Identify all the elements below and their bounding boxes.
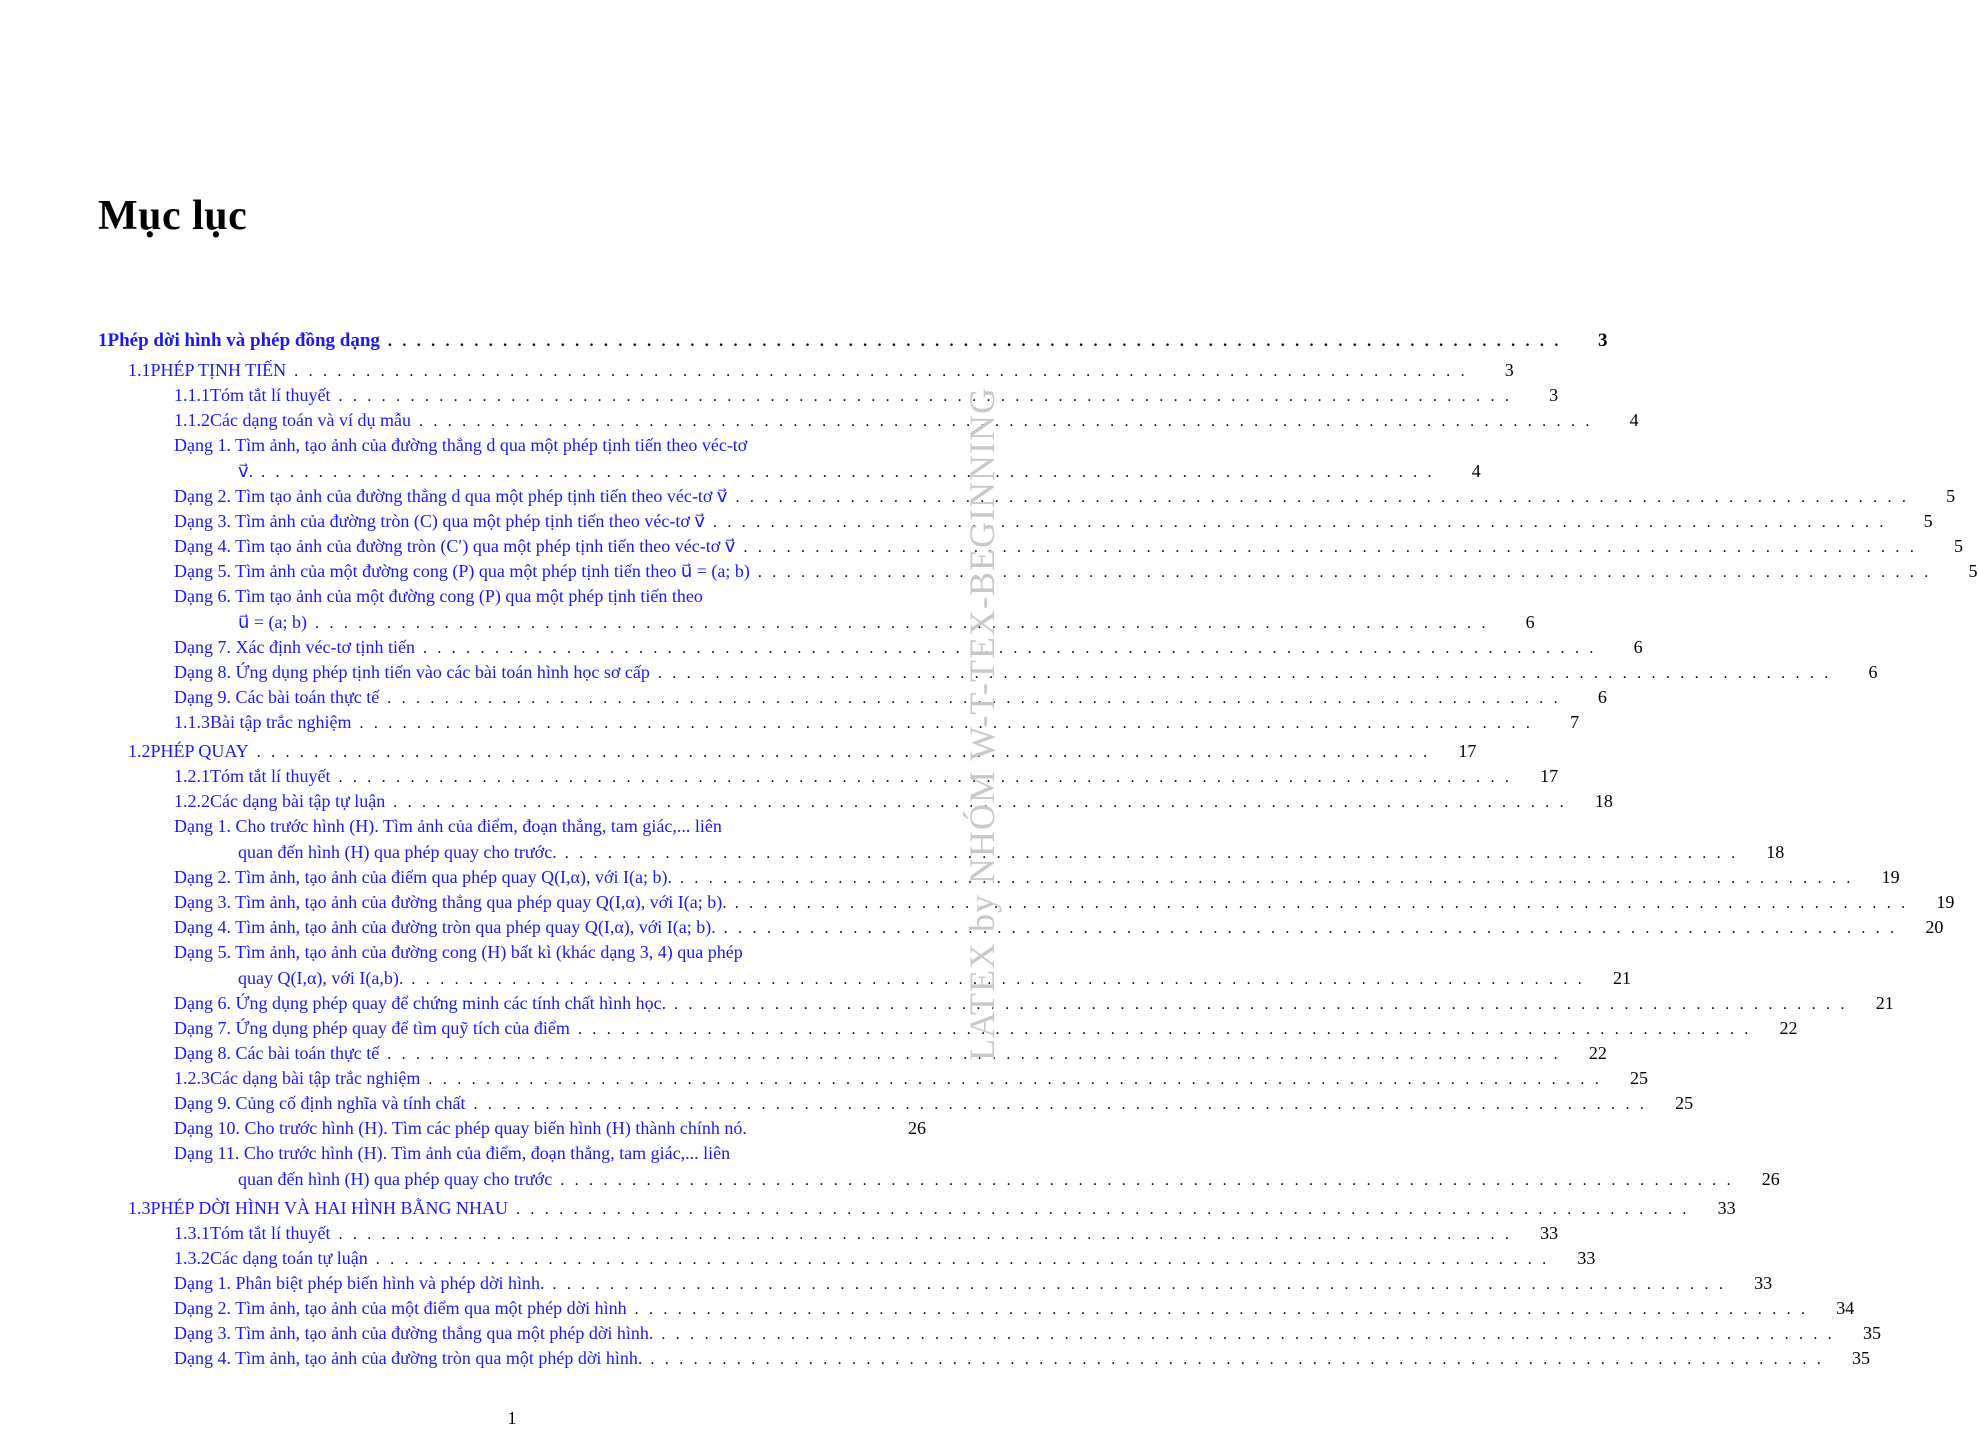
toc-entry-title: Dạng 2. Tìm tạo ảnh của đường thẳng d qua một phép tịnh tiến theo véc-tơ v⃗ xyxy=(174,486,728,506)
toc-entry-number: 1 xyxy=(98,330,108,351)
toc-section-1-1[interactable] xyxy=(128,358,1514,384)
toc-entry-title: quan đến hình (H) qua phép quay cho trước xyxy=(238,1169,553,1189)
watermark: LATEX by NHÓM W-T-TEX-BEGINNING xyxy=(962,387,1002,1061)
dot-leader: . . . . . . . . . . . . . . . . . . . . . . . . . . . . . . . . . . . . . . . . . . . . . . . . . . . . . . . . . . . . . . . . . . . . . . . . . . . . . . . . . . xyxy=(735,489,1910,506)
dot-leader: . . . . . . . . . . . . . . . . . . . . . . . . . . . . . . . . . . . . . . . . . . . . . . . . . . . . . . . . . . . . . . . . . . . . . . . . . . . . . . . . . . xyxy=(577,1021,1752,1038)
toc-entry-page: 21 xyxy=(1613,968,1632,988)
toc-entry-title: quay Q(I,α), với I(a,b). xyxy=(238,968,404,988)
dot-leader: . . . . . . . . . . . . . . . . . . . . . . . . . . . . . . . . . . . . . . . . . . . . . . . . . . . . . . . . . . . . . . . . . . . . . . . . . . . . . . . . . . xyxy=(674,996,1848,1013)
toc-entry-title: Dạng 1. Phân biệt phép biến hình và phép dời hình. xyxy=(174,1273,545,1293)
toc-entry-number: 1.3.1 xyxy=(174,1223,210,1243)
dot-leader: . . . . . . . . . . . . . . . . . . . . . . . . . . . . . . . . . . . . . . . . . . . . . . . . . . . . . . . . . . . . . . . . . . . . . . . . . . . . . . . . . . xyxy=(634,1301,1809,1318)
toc-dang-item[interactable] xyxy=(174,1016,1798,1042)
dot-leader: . . . . . . . . . . . . . . . . . . . . . . . . . . . . . . . . . . . . . . . . . . . . . . . . . . . . . . . . . . . . . . . . . . . . . . . . . . . . . . . . . . xyxy=(428,1071,1603,1088)
page-number: 1 xyxy=(507,1408,517,1428)
toc-entry-page: 19 xyxy=(1936,892,1955,912)
toc-entry-title: Các dạng toán và ví dụ mẫu xyxy=(210,410,411,430)
toc-entry-page: 5 xyxy=(1954,536,1964,556)
toc-entry-page: 5 xyxy=(1968,561,1978,581)
toc-entry-title: Dạng 4. Tìm tạo ảnh của đường tròn (C′) qua một phép tịnh tiến theo véc-tơ v⃗ xyxy=(174,536,736,556)
toc-entry-page: 17 xyxy=(1458,741,1477,761)
toc-entry-page: 33 xyxy=(1577,1248,1596,1268)
toc-entry-title: Dạng 3. Tìm ảnh, tạo ảnh của đường thẳng qua một phép dời hình. xyxy=(174,1323,654,1343)
dot-leader: . . . . . . . . . . . . . . . . . . . . . . . . . . . . . . . . . . . . . . . . . . . . . . . . . . . . . . . . . . . . . . . . . . . . . . . . . . . . . . . . . . xyxy=(294,363,1468,380)
toc-entry-title: Dạng 4. Tìm ảnh, tạo ảnh của đường tròn qua một phép dời hình. xyxy=(174,1348,643,1368)
dot-leader: . . . . . . . . . . . . . . . . . . . . . . . . . . . . . . . . . . . . . . . . . . . . . . . . . . . . . . . . . . . . . . . . . . . . . . . . . . . . . . . . . . xyxy=(743,539,1918,556)
toc-entry-page: 17 xyxy=(1540,766,1559,786)
toc-entry-number: 1.1.3 xyxy=(174,712,210,732)
toc-entry-page: 5 xyxy=(1946,486,1956,506)
toc-entry-title: Dạng 10. Cho trước hình (H). Tìm các phép quay biến hình (H) thành chính nó. xyxy=(174,1118,747,1138)
toc-entry-title: quan đến hình (H) qua phép quay cho trước. xyxy=(238,842,557,862)
toc-entry-title: Dạng 3. Tìm ảnh của đường tròn (C) qua một phép tịnh tiến theo véc-tơ v⃗ xyxy=(174,511,705,531)
toc-entry-title: Bài tập trắc nghiệm xyxy=(210,712,352,732)
dot-leader: . . . . . . . . . . . . . . . . . . . . . . . . . . . . . . . . . . . . . . . . . . . . . . . . . . . . . . . . . . . . . . . . . . . . . . . . . . . . . . . . . . xyxy=(359,715,1534,732)
dot-leader: . . . . . . . . . . . . . . . . . . . . . . . . . . . . . . . . . . . . . . . . . . . . . . . . . . . . . . . . . . . . . . . . . . . . . . . . . . . . . . . . . . xyxy=(338,388,1513,405)
dot-leader: . . . . . . . . . . . . . . . . . . . . . . . . . . . . . . . . . . . . . . . . . . . . . . . . . . . . . . . . . . . . . . . . . . . . . . . . . . . . . . . . . . xyxy=(315,615,1489,632)
toc-entry-page: 33 xyxy=(1717,1198,1736,1218)
toc-entry-page: 3 xyxy=(1598,330,1608,351)
toc-entry-page: 34 xyxy=(1836,1298,1855,1318)
toc-entry-title-line1[interactable]: Dạng 1. Tìm ảnh, tạo ảnh của đường thẳng d qua một phép tịnh tiến theo véc-tơ xyxy=(174,435,748,455)
toc-dang-item[interactable] xyxy=(174,635,1643,661)
toc-entry-title: Dạng 8. Các bài toán thực tế xyxy=(174,1043,380,1063)
toc-dang-item[interactable] xyxy=(174,1041,1607,1067)
dot-leader: . . . . . . . . . . . . . . . . . . . . . . . . . . . . . . . . . . . . . . . . . . . . . . . . . . . . . . . . . . . . . . . . . . . . . . . . . . . . . . . . . . xyxy=(422,640,1597,657)
toc-entry-title-line1[interactable]: Dạng 11. Cho trước hình (H). Tìm ảnh của điểm, đoạn thẳng, tam giác,... liên xyxy=(174,1143,731,1163)
toc-entry-page: 7 xyxy=(1570,712,1580,732)
toc-entry-number: 1.1.1 xyxy=(174,385,210,405)
toc-entry-title: Dạng 7. Ứng dụng phép quay để tìm quỹ tích của điểm xyxy=(174,1018,570,1038)
toc-subsection-1-2-1[interactable] xyxy=(174,764,1559,790)
toc-dang-item[interactable] xyxy=(238,1167,1780,1193)
toc-entry-page: 22 xyxy=(1588,1043,1607,1063)
toc-entry-page: 35 xyxy=(1852,1348,1870,1368)
toc-entry-title: Dạng 6. Ứng dụng phép quay để chứng minh các tính chất hình học. xyxy=(174,993,667,1013)
toc-entry-number: 1.3.2 xyxy=(174,1248,210,1268)
dot-leader: . . . . . . . . . . . . . . . . . . . . . . . . . . . . . . . . . . . . . . . . . . . . . . . . . . . . . . . . . . . . . . . . . . . . . . . . . . . . . . . . . . xyxy=(679,870,1854,887)
toc-entry-title: v⃗. xyxy=(238,461,254,481)
dot-leader: . . . . . . . . . . . . . . . . . . . . . . . . . . . . . . . . . . . . . . . . . . . . . . . . . . . . . . . . . . . . . . . . . . . . . . . . . . . . . . . . . . xyxy=(387,333,1562,350)
dot-leader: . . . . . . . . . . . . . . . . . . . . . . . . . . . . . . . . . . . . . . . . . . . . . . . . . . . . . . . . . . . . . . . . . . . . . . . . . . . . . . . . . . xyxy=(564,845,1739,862)
toc-entry-page: 3 xyxy=(1549,385,1559,405)
toc-entry-page: 18 xyxy=(1766,842,1785,862)
dot-leader: . . . . . . . . . . . . . . . . . . . . . . . . . . . . . . . . . . . . . . . . . . . . . . . . . . . . . . . . . . . . . . . . . . . . . . . . . . . . . . . . . . xyxy=(393,794,1567,811)
toc-entry-title: Các dạng bài tập tự luận xyxy=(210,791,386,811)
dot-leader: . . . . . . . . . . . . . . . . . . . . . . . . . . . . . . . . . . . . . . . . . . . . . . . . . . . . . . . . . . . . . . . . . . . . . . . . . . . . . . . . . . xyxy=(473,1096,1648,1113)
toc-entry-title: PHÉP TỊNH TIẾN xyxy=(150,360,287,380)
toc-entry-page: 25 xyxy=(1675,1093,1694,1113)
dot-leader: . . . . . . . . . . . . . . . . . . . . . . . . . . . . . . . . . . . . . . . . . . . . . . . . . . . . . . . . . . . . . . . . . . . . . . . . . . . . . . . . . . xyxy=(338,1226,1513,1243)
toc-entry-title: PHÉP QUAY xyxy=(150,741,249,761)
toc-section-1-2[interactable] xyxy=(128,739,1477,765)
toc-entry-page: 6 xyxy=(1633,637,1643,657)
toc-dang-item[interactable] xyxy=(238,840,1785,866)
toc-dang-item[interactable] xyxy=(174,509,1933,535)
toc-subsection-1-1-3[interactable] xyxy=(174,710,1580,736)
toc-entry-page: 35 xyxy=(1862,1323,1881,1343)
toc-dang-item[interactable] xyxy=(174,534,1964,560)
toc-dang-item[interactable] xyxy=(174,890,1955,916)
toc-entry-title: Dạng 5. Tìm ảnh của một đường cong (P) qua một phép tịnh tiến theo u⃗ = (a; b) xyxy=(174,561,750,581)
toc-entry-page: 6 xyxy=(1597,687,1607,707)
toc-entry-title: PHÉP DỜI HÌNH VÀ HAI HÌNH BẰNG NHAU xyxy=(150,1198,508,1218)
toc-entry-title-line1[interactable]: Dạng 1. Cho trước hình (H). Tìm ảnh của điểm, đoạn thẳng, tam giác,... liên xyxy=(174,816,722,836)
dot-leader: . . . . . . . . . . . . . . . . . . . . . . . . . . . . . . . . . . . . . . . . . . . . . . . . . . . . . . . . . . . . . . . . . . . . . . . . . . . . . . . . . . xyxy=(650,1351,1824,1368)
toc-subsection-1-2-3[interactable] xyxy=(174,1066,1649,1092)
toc-dang-item[interactable] xyxy=(174,660,1878,686)
toc-entry-page: 6 xyxy=(1868,662,1878,682)
toc-subsection-1-1-1[interactable] xyxy=(174,383,1559,409)
dot-leader: . . . . . . . . . . . . . . . . . . . . . . . . . . . . . . . . . . . . . . . . . . . . . . . . . . . . . . . . . . . . . . . . . . . . . . . . . . . . . . . . . . xyxy=(418,413,1593,430)
toc-entry-page: 26 xyxy=(908,1118,926,1138)
toc-entry-page: 18 xyxy=(1594,791,1613,811)
dot-leader: . . . . . . . . . . . . . . . . . . . . . . . . . . . . . . . . . . . . . . . . . . . . . . . . . . . . . . . . . . . . . . . . . . . . . . . . . . . . . . . . . . xyxy=(411,971,1586,988)
dot-leader: . . . . . . . . . . . . . . . . . . . . . . . . . . . . . . . . . . . . . . . . . . . . . . . . . . . . . . . . . . . . . . . . . . . . . . . . . . . . . . . . . . xyxy=(734,895,1909,912)
dot-leader: . . . . . . . . . . . . . . . . . . . . . . . . . . . . . . . . . . . . . . . . . . . . . . . . . . . . . . . . . . . . . . . . . . . . . . . . . . . . . . . . . . xyxy=(338,769,1513,786)
toc-dang-item[interactable] xyxy=(238,966,1632,992)
toc-entry-number: 1.2.2 xyxy=(174,791,210,811)
dot-leader: . . . . . . . . . . . . . . . . . . . . . . . . . . . . . . . . . . . . . . . . . . . . . . . . . . . . . . . . . . . . . . . . . . . . . . . . . . . . . . . . . . xyxy=(387,1046,1561,1063)
toc-entry-page: 4 xyxy=(1471,461,1481,481)
toc-entry-page: 5 xyxy=(1923,511,1933,531)
toc-entry-title-line1[interactable]: Dạng 6. Tìm tạo ảnh của một đường cong (P) qua một phép tịnh tiến theo xyxy=(174,586,703,606)
dot-leader: . . . . . . . . . . . . . . . . . . . . . . . . . . . . . . . . . . . . . . . . . . . . . . . . . . . . . . . . . . . . . . . . . . . . . . . . . . . . . . . . . . xyxy=(256,744,1431,761)
toc-entry-page: 4 xyxy=(1629,410,1639,430)
toc-dang-item[interactable] xyxy=(174,559,1978,585)
toc-entry-title: Dạng 9. Các bài toán thực tế xyxy=(174,687,380,707)
dot-leader: . . . . . . . . . . . . . . . . . . . . . . . . . . . . . . . . . . . . . . . . . . . . . . . . . . . . . . . . . . . . . . . . . . . . . . . . . . . . . . . . . . xyxy=(657,665,1832,682)
toc-entry-title: Các dạng bài tập trắc nghiệm xyxy=(210,1068,421,1088)
toc-dang-item[interactable] xyxy=(174,865,1900,891)
toc-entry-title-line1[interactable]: Dạng 5. Tìm ảnh, tạo ảnh của đường cong (H) bất kì (khác dạng 3, 4) qua phép xyxy=(174,942,743,962)
toc-entry-page: 26 xyxy=(1761,1169,1780,1189)
toc-dang-item[interactable] xyxy=(174,1271,1773,1297)
toc-dang-item[interactable] xyxy=(238,459,1481,485)
toc-entry-title: Tóm tắt lí thuyết xyxy=(210,385,331,405)
dot-leader: . . . . . . . . . . . . . . . . . . . . . . . . . . . . . . . . . . . . . . . . . . . . . . . . . . . . . . . . . . . . . . . . . . . . . . . . . . . . . . . . . . xyxy=(387,690,1561,707)
dot-leader: . . . . . . . . . . . . . . . . . . . . . . . . . . . . . . . . . . . . . . . . . . . . . . . . . . . . . . . . . . . . . . . . . . . . . . . . . . . . . . . . . . xyxy=(757,564,1932,581)
toc-entry-number: 1.1.2 xyxy=(174,410,210,430)
dot-leader: . . . . . . . . . . . . . . . . . . . . . . . . . . . . . . . . . . . . . . . . . . . . . . . . . . . . . . . . . . . . . . . . . . . . . . . . . . . . . . . . . . xyxy=(261,464,1435,481)
toc-entry-page: 20 xyxy=(1925,917,1944,937)
toc-entry-page: 33 xyxy=(1754,1273,1773,1293)
toc-subsection-1-3-1[interactable] xyxy=(174,1221,1559,1247)
toc-dang-item[interactable] xyxy=(174,1346,1870,1372)
toc-dang-item[interactable] xyxy=(174,1116,926,1141)
toc-dang-item[interactable] xyxy=(174,1091,1694,1117)
toc-entry-title: Dạng 7. Xác định véc-tơ tịnh tiến xyxy=(174,637,415,657)
toc-entry-page: 25 xyxy=(1630,1068,1649,1088)
toc-dang-item[interactable] xyxy=(174,484,1956,510)
toc-entry-title: Dạng 3. Tìm ảnh, tạo ảnh của đường thẳng qua phép quay Q(I,α), với I(a; b). xyxy=(174,892,727,912)
toc-dang-item[interactable] xyxy=(174,915,1944,941)
toc-entry-page: 19 xyxy=(1881,867,1900,887)
toc-entry-page: 6 xyxy=(1525,612,1535,632)
toc-entry-title: Dạng 4. Tìm ảnh, tạo ảnh của đường tròn qua phép quay Q(I,α), với I(a; b). xyxy=(174,917,716,937)
toc-entry-page: 22 xyxy=(1779,1018,1798,1038)
toc-subsection-1-1-2[interactable] xyxy=(174,408,1639,434)
toc-chapter-1[interactable] xyxy=(98,328,1608,354)
dot-leader: . . . . . . . . . . . . . . . . . . . . . . . . . . . . . . . . . . . . . . . . . . . . . . . . . . . . . . . . . . . . . . . . . . . . . . . . . . . . . . . . . . xyxy=(552,1276,1727,1293)
toc-entry-number: 1.2.1 xyxy=(174,766,210,786)
toc-entry-number: 1.1 xyxy=(128,360,151,380)
toc-dang-item[interactable] xyxy=(238,610,1535,636)
toc-section-1-3[interactable] xyxy=(128,1196,1736,1222)
toc-subsection-1-3-2[interactable] xyxy=(174,1246,1596,1272)
dot-leader: . . . . . . . . . . . . . . . . . . . . . . . . . . . . . . . . . . . . . . . . . . . . . . . . . . . . . . . . . . . . . . . . . . . . . . . . . . . . . . . . . . xyxy=(723,920,1898,937)
dot-leader: . . . . . . . . . . . . . . . . . . . . . . . . . . . . . . . . . . . . . . . . . . . . . . . . . . . . . . . . . . . . . . . . . . . . . . . . . . . . . . . . . . xyxy=(516,1201,1690,1218)
toc-entry-number: 1.2 xyxy=(128,741,151,761)
toc-entry-title: Dạng 9. Củng cố định nghĩa và tính chất xyxy=(174,1093,466,1113)
dot-leader: . . . . . . . . . . . . . . . . . . . . . . . . . . . . . . . . . . . . . . . . . . . . . . . . . . . . . . . . . . . . . . . . . . . . . . . . . . . . . . . . . . xyxy=(661,1326,1835,1343)
toc-subsection-1-2-2[interactable] xyxy=(174,789,1613,815)
toc-entry-title: u⃗ = (a; b) xyxy=(238,612,308,632)
toc-entry-number: 1.3 xyxy=(128,1198,151,1218)
dot-leader: . . . . . . . . . . . . . . . . . . . . . . . . . . . . . . . . . . . . . . . . . . . . . . . . . . . . . . . . . . . . . . . . . . . . . . . . . . . . . . . . . . xyxy=(713,514,1887,531)
toc-entry-title: Phép dời hình và phép đồng dạng xyxy=(107,330,380,351)
toc-entry-number: 1.2.3 xyxy=(174,1068,210,1088)
toc-dang-item[interactable] xyxy=(174,1296,1855,1322)
dot-leader: . . . . . . . . . . . . . . . . . . . . . . . . . . . . . . . . . . . . . . . . . . . . . . . . . . . . . . . . . . . . . . . . . . . . . . . . . . . . . . . . . . xyxy=(375,1251,1550,1268)
toc-entry-title: Tóm tắt lí thuyết xyxy=(210,1223,331,1243)
toc-entry-title: Dạng 8. Ứng dụng phép tịnh tiến vào các bài toán hình học sơ cấp xyxy=(174,662,650,682)
toc-entry-title: Các dạng toán tự luận xyxy=(210,1248,368,1268)
toc-entry-title: Tóm tắt lí thuyết xyxy=(210,766,331,786)
dot-leader: . . . . . . . . . . . . . . . . . . . . . . . . . . . . . . . . . . . . . . . . . . . . . . . . . . . . . . . . . . . . . . . . . . . . . . . . . . . . . . . . . . xyxy=(560,1172,1734,1189)
toc-entry-page: 3 xyxy=(1504,360,1514,380)
toc-dang-item[interactable] xyxy=(174,685,1607,711)
toc-entry-page: 33 xyxy=(1540,1223,1559,1243)
toc-dang-item[interactable] xyxy=(174,991,1894,1017)
toc-entry-title: Dạng 2. Tìm ảnh, tạo ảnh của một điểm qua một phép dời hình xyxy=(174,1298,627,1318)
toc-dang-item[interactable] xyxy=(174,1321,1881,1347)
page-title: Mục lục xyxy=(98,193,248,239)
toc-entry-page: 21 xyxy=(1875,993,1894,1013)
toc-entry-title: Dạng 2. Tìm ảnh, tạo ảnh của điểm qua phép quay Q(I,α), với I(a; b). xyxy=(174,867,672,887)
